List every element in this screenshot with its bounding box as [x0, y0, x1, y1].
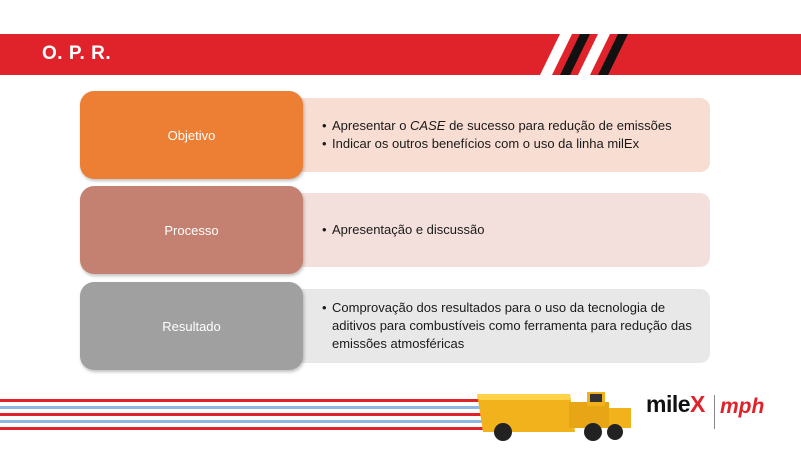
milex-logo	[646, 391, 714, 435]
bullet-text-suffix: de sucesso para redução de emissões	[445, 118, 672, 133]
processo-label: Processo	[164, 222, 219, 238]
bullet-text: Apresentação e discussão	[332, 222, 485, 237]
objetivo-content	[290, 98, 710, 172]
processo-content	[290, 193, 710, 267]
dump-truck-icon	[475, 388, 635, 442]
bullet-item	[322, 117, 710, 135]
objetivo-label-box	[80, 91, 303, 179]
mph-logo: mph	[720, 395, 765, 418]
bullet-text: Apresentar o	[332, 118, 411, 133]
bullet-item	[322, 135, 710, 153]
milex-logo-x: X	[690, 391, 705, 417]
header-bar	[0, 34, 801, 75]
bullet-text: Comprovação dos resultados para o uso da tecnologia de aditivos para combustíveis como ferramenta para redução das emissões atmosféricas	[332, 300, 692, 351]
resultado-content	[290, 289, 710, 363]
resultado-label-box	[80, 282, 303, 370]
objetivo-label: Objetivo	[167, 127, 216, 143]
processo-label-box	[80, 186, 303, 274]
header-stripes-decoration	[520, 34, 640, 75]
bullet-emphasis: CASE	[410, 118, 446, 133]
resultado-label: Resultado	[162, 318, 221, 334]
bullet-item	[322, 221, 710, 239]
page-title: O. P. R.	[42, 43, 112, 64]
logo-divider	[714, 395, 715, 429]
milex-logo-text: mile	[646, 391, 691, 417]
bullet-text: Indicar os outros benefícios com o uso da linha milEx	[332, 136, 640, 151]
bullet-item	[322, 299, 710, 353]
